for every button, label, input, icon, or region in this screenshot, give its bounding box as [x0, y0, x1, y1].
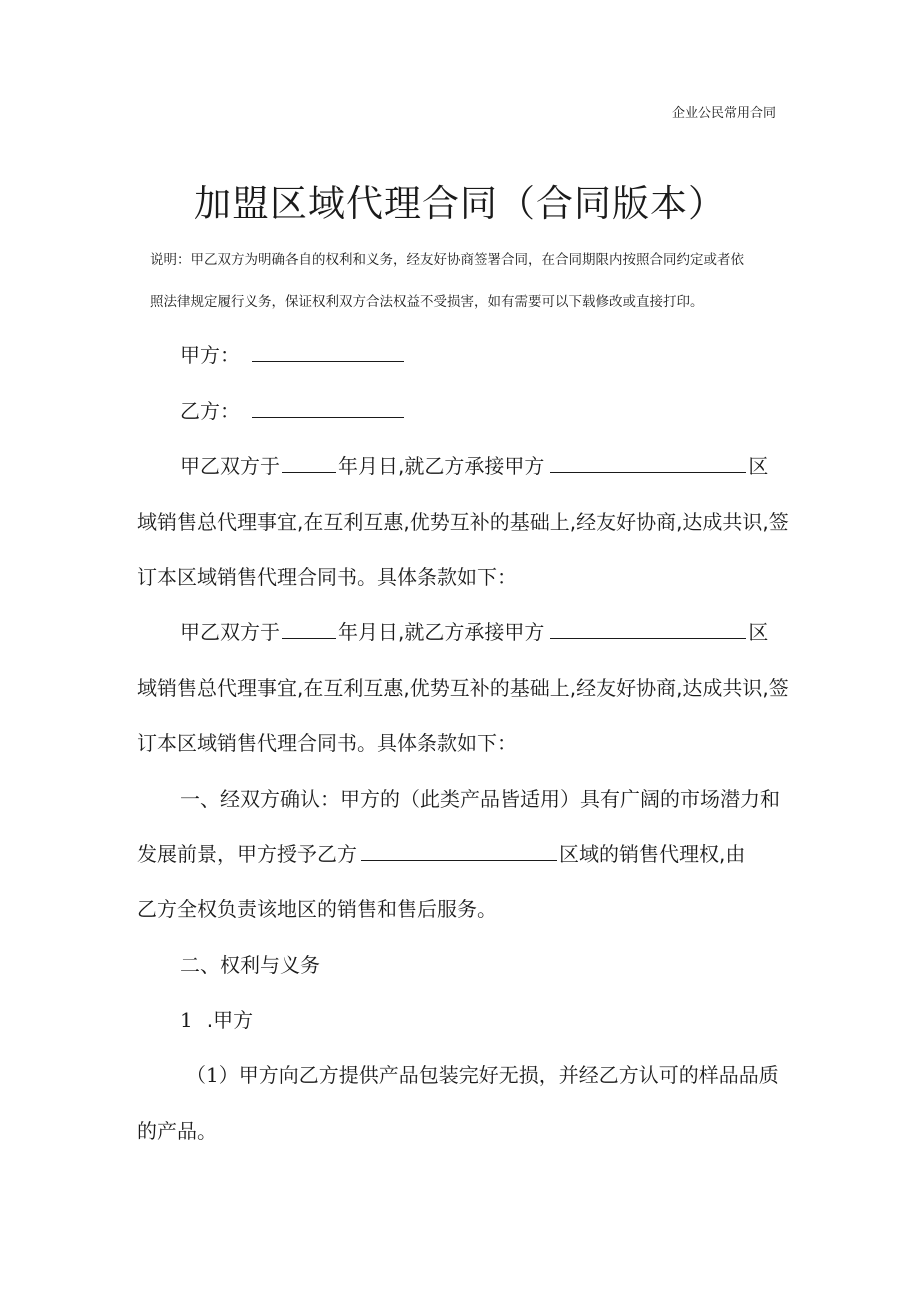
clause-1-text-a: 发展前景，甲方授予乙方 [137, 842, 357, 866]
document-category-tag: 企业公民常用合同 [672, 106, 777, 121]
intro-2-text-a: 甲乙双方于 [180, 620, 280, 644]
item-1-text: 甲方向乙方提供产品包装完好无损，并经乙方认可的样品品质 [238, 1063, 779, 1087]
intro-2-line-3: 订本区域销售代理合同书。具体条款如下： [137, 731, 517, 755]
intro-1-text-c: 区 [748, 454, 769, 478]
party-b-blank[interactable] [252, 399, 404, 418]
intro-2-year-blank[interactable] [282, 620, 336, 639]
clause-1-line-2 [137, 841, 745, 867]
intro-2-line-1 [180, 619, 768, 645]
party-a-row [180, 342, 404, 368]
note-line-2: 照法律规定履行义务，保证权利双方合法权益不受损害，如有需要可以下载修改或直接打印。 [150, 294, 704, 310]
item-1-line-1 [186, 1062, 779, 1088]
intro-1-line-3: 订本区域销售代理合同书。具体条款如下： [137, 565, 517, 589]
party-a-blank[interactable] [252, 343, 404, 362]
clause-1-region-blank[interactable] [361, 842, 557, 861]
clause-2-heading: 二、权利与义务 [180, 953, 320, 977]
document-title: 加盟区域代理合同（合同版本） [194, 182, 726, 225]
party-b-label: 乙方： [180, 399, 240, 423]
sub-1-heading [180, 1007, 253, 1033]
intro-2-text-b: 年月日,就乙方承接甲方 [338, 620, 545, 644]
clause-1-text-b: 区域的销售代理权,由 [559, 842, 746, 866]
clause-1-line-1: 一、经双方确认：甲方的（此类产品皆适用）具有广阔的市场潜力和 [180, 787, 780, 811]
item-1-line-2: 的产品。 [137, 1119, 217, 1143]
intro-1-line-1 [180, 453, 768, 479]
party-b-row [180, 398, 404, 424]
intro-2-region-blank[interactable] [550, 620, 746, 639]
party-a-label: 甲方： [180, 343, 240, 367]
item-1-number: （1） [186, 1063, 239, 1087]
intro-1-line-2: 域销售总代理事宜,在互利互惠,优势互补的基础上,经友好协商,达成共识,签 [137, 510, 789, 534]
intro-2-line-2: 域销售总代理事宜,在互利互惠,优势互补的基础上,经友好协商,达成共识,签 [137, 676, 789, 700]
note-line-1: 说明：甲乙双方为明确各自的权利和义务，经友好协商签署合同，在合同期限内按照合同约定或者依 [150, 252, 744, 268]
sub-1-label: .甲方 [206, 1008, 254, 1032]
clause-1-line-3: 乙方全权负责该地区的销售和售后服务。 [137, 897, 497, 921]
intro-1-year-blank[interactable] [282, 454, 336, 473]
intro-1-text-a: 甲乙双方于 [180, 454, 280, 478]
sub-1-number: 1 [180, 1008, 193, 1032]
intro-1-region-blank[interactable] [550, 454, 746, 473]
intro-1-text-b: 年月日,就乙方承接甲方 [338, 454, 545, 478]
intro-2-text-c: 区 [748, 620, 769, 644]
